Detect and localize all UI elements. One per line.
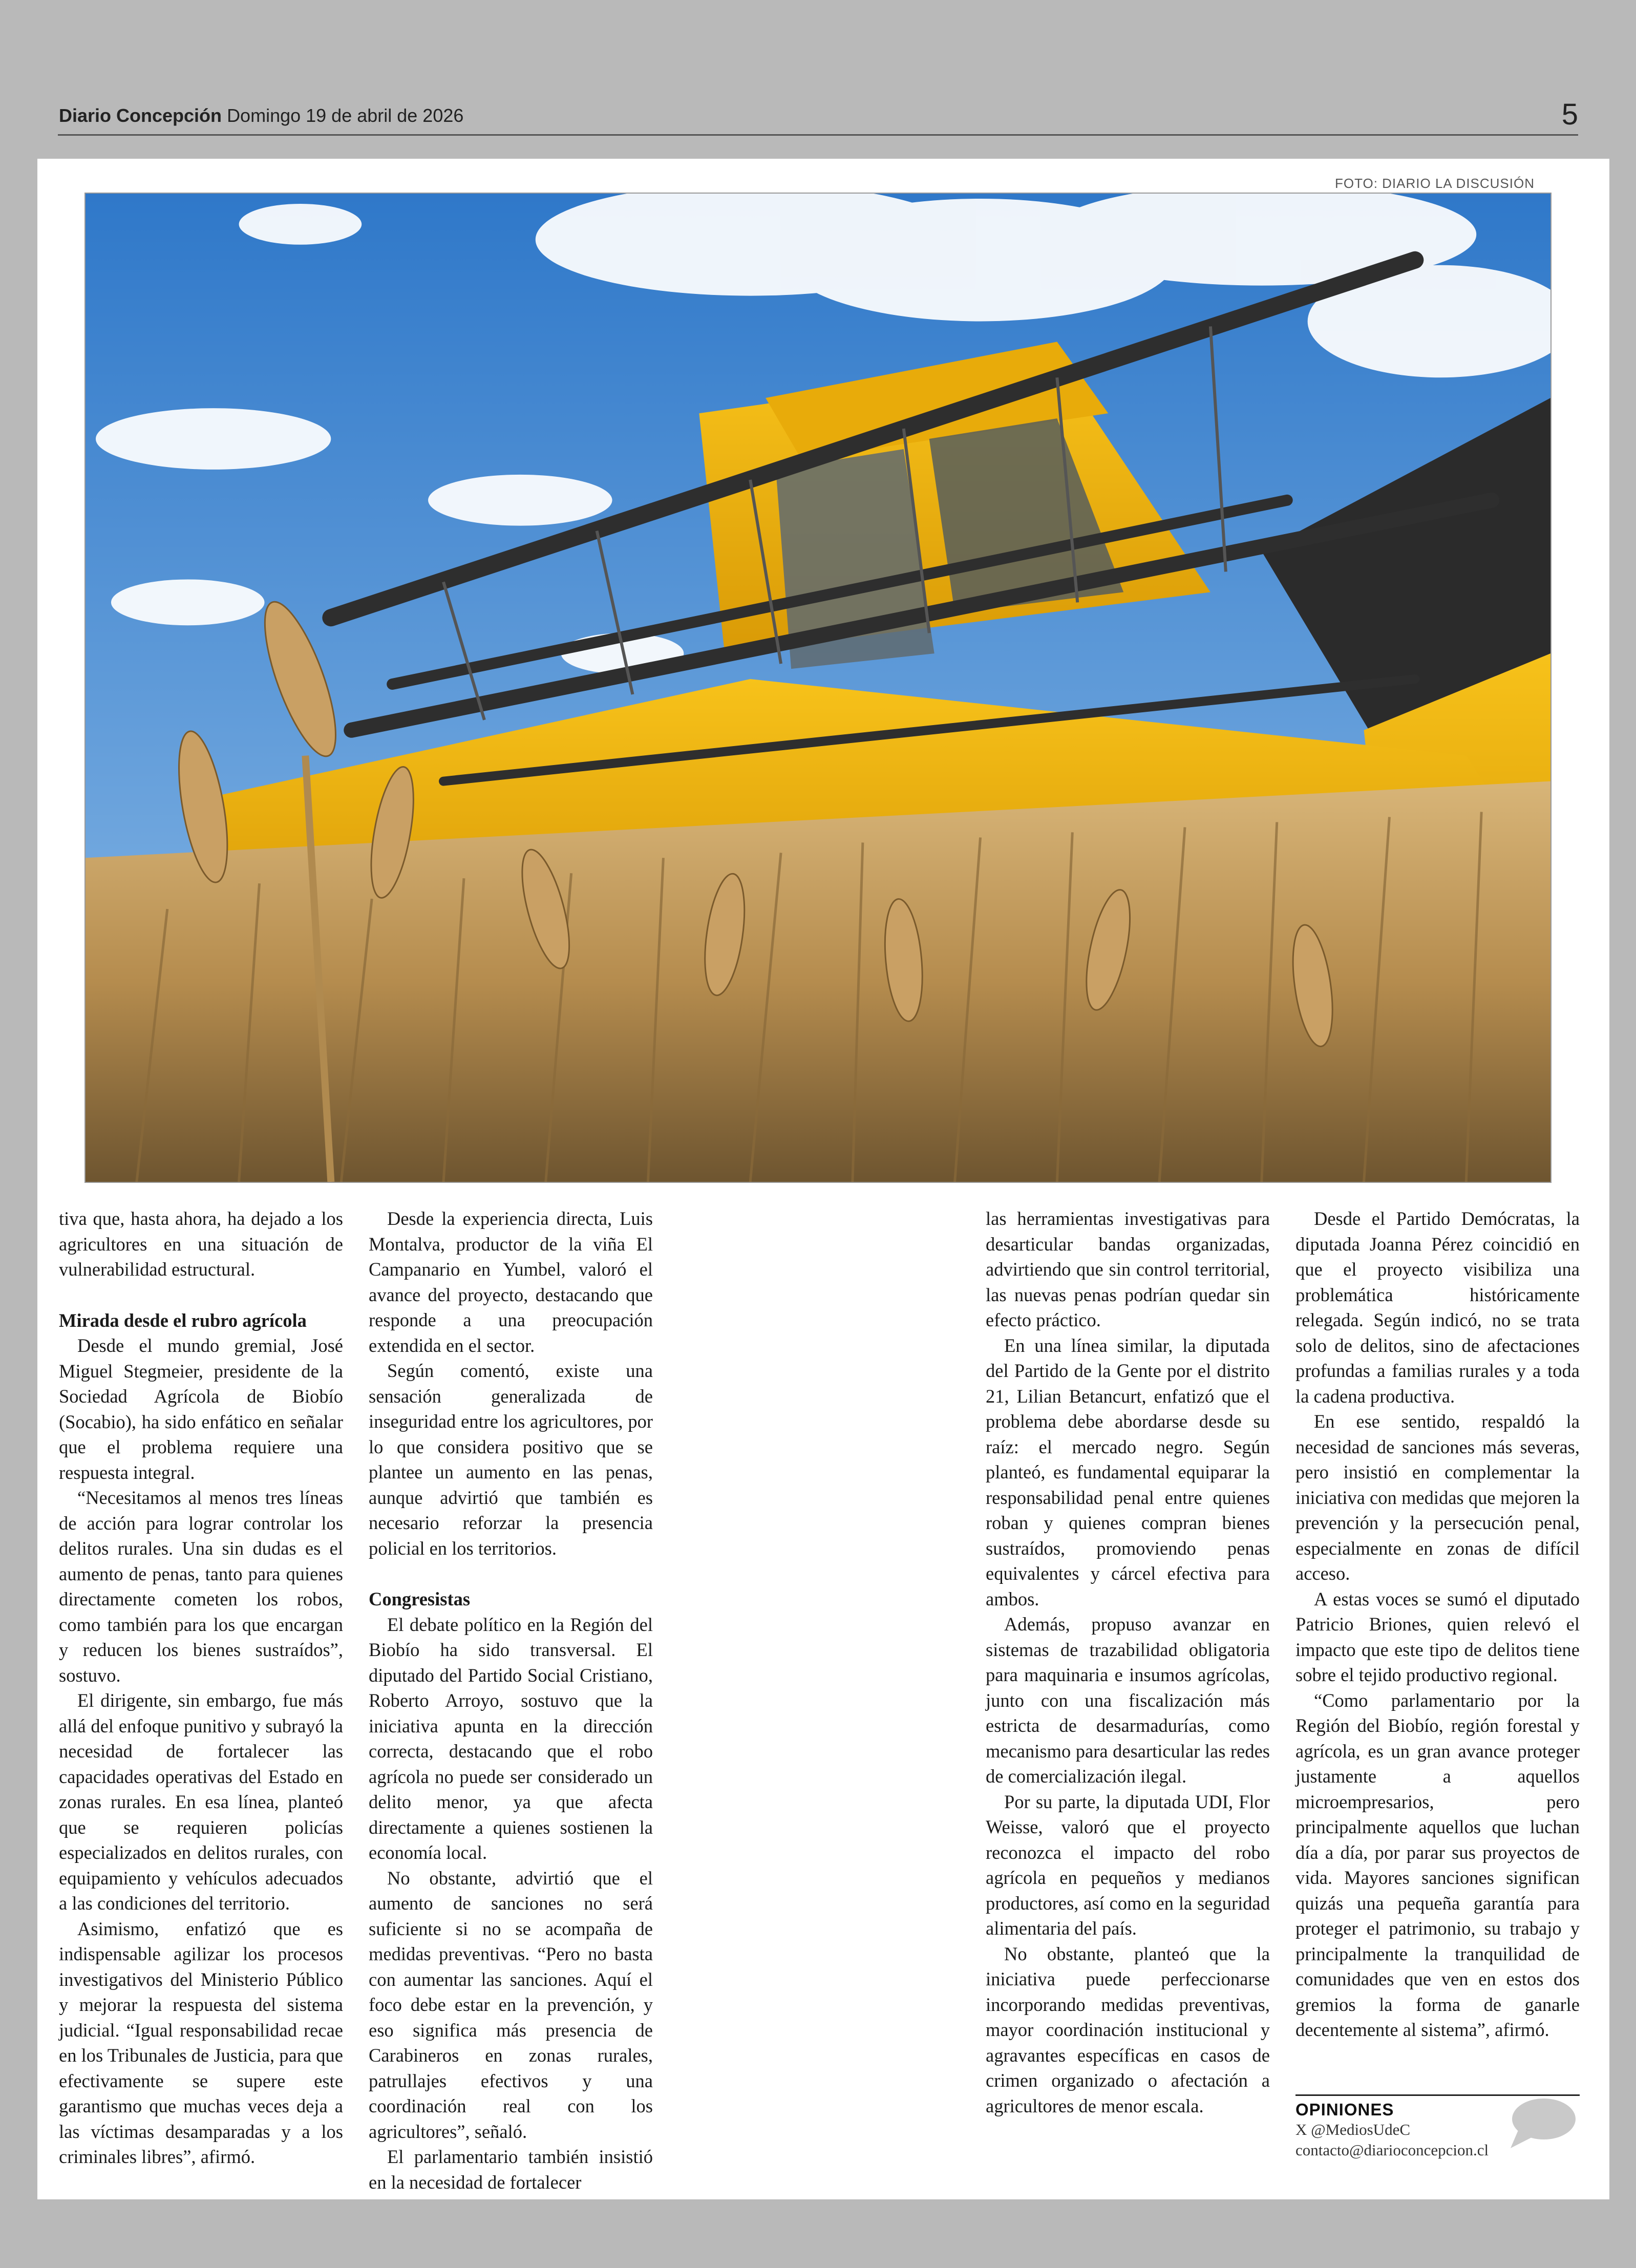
- photo-credit: FOTO: DIARIO LA DISCUSIÓN: [1334, 176, 1535, 191]
- issue-date: Domingo 19 de abril de 2026: [227, 105, 464, 126]
- article-paragraph: A estas voces se sumó el diputado Patricio Briones, quien relevó el impacto que este tipo de delitos tiene sobre el tejido productivo regional.: [1295, 1588, 1580, 1685]
- page-number: 5: [1561, 98, 1578, 131]
- section-subheading: Congresistas: [369, 1588, 471, 1609]
- article-paragraph: No obstante, advirtió que el aumento de sanciones no será suficiente si no se acompaña de medidas preventivas. “Pero no basta con aumentar las sanciones. Aquí el foco debe estar en la prevención, y eso significa más presencia de Carabineros en zonas rurales, patrullajes efectivos y una coordinación real con los agricultores”, señaló.: [369, 1867, 653, 2142]
- speech-bubble-icon: [1505, 2094, 1577, 2151]
- article-paragraph: Asimismo, enfatizó que es indispensable agilizar los procesos investigativos del Ministerio Público y mejorar la respuesta del sistema judicial. “Igual responsabilidad recae en los Tribunales de Justicia, para que efectivamente se supere este garantismo que muchas veces deja a las víctimas desamparadas y a los criminales libres”, afirmó.: [59, 1918, 343, 2167]
- article-paragraph: No obstante, planteó que la iniciativa puede perfeccionarse incorporando medidas preventivas, mayor coordinación institucional y agravantes específicas en casos de crimen organizado o afectación a agricultores de menor escala.: [986, 1943, 1270, 2116]
- paragraph-spacer: [59, 1282, 343, 1308]
- article-column-4: [1295, 1206, 1580, 2043]
- article-paragraph: “Necesitamos al menos tres líneas de acción para lograr controlar los delitos rurales. Una sin dudas es el aumento de penas, tanto para quienes directamente cometen los robos, como también para los que encargan y reducen los bienes sustraídos”, sostuvo.: [59, 1487, 343, 1686]
- newspaper-name: Diario Concepción: [59, 105, 222, 126]
- article-paragraph: Según comentó, existe una sensación generalizada de inseguridad entre los agricultores, por lo que considera positivo que se plantee un aumento en las penas, aunque advirtió que también es necesario reforzar la presencia policial en los territorios.: [369, 1360, 653, 1559]
- opinions-title: OPINIONES: [1295, 2100, 1394, 2119]
- article-column-2: [369, 1206, 653, 2195]
- article-paragraph: El debate político en la Región del Biobío ha sido transversal. El diputado del Partido Social Cristiano, Roberto Arroyo, sostuvo que la iniciativa apunta en la dirección correcta, destacando que el robo agrícola no puede ser considerado un delito menor, ya que afecta directamente a quienes sostienen la economía local.: [369, 1614, 653, 1863]
- article-paragraph: En ese sentido, respaldó la necesidad de sanciones más severas, pero insistió en complementar la iniciativa con medidas que mejoren la prevención y la persecución penal, especialmente en zonas de difícil acceso.: [1295, 1411, 1580, 1584]
- article-column-1: [59, 1206, 343, 2170]
- paragraph-spacer: [369, 1561, 653, 1586]
- header-dateline: [59, 105, 463, 126]
- article-paragraph: Desde la experiencia directa, Luis Montalva, productor de la viña El Campanario en Yumbel, valoró el avance del proyecto, destacando que responde a una preocupación extendida en el sector.: [369, 1208, 653, 1356]
- article-paragraph: Desde el mundo gremial, José Miguel Stegmeier, presidente de la Sociedad Agrícola de Biobío (Socabio), ha sido enfático en señalar que el problema requiere una respuesta integral.: [59, 1335, 343, 1483]
- article-paragraph: tiva que, hasta ahora, ha dejado a los agricultores en una situación de vulnerabilidad estructural.: [59, 1208, 343, 1280]
- article-paragraph: El parlamentario también insistió en la necesidad de fortalecer: [369, 2146, 653, 2193]
- article-paragraph: En una línea similar, la diputada del Partido de la Gente por el distrito 21, Lilian Betancurt, enfatizó que el problema debe abordarse desde su raíz: el mercado negro. Según planteó, es fundamental equiparar la responsabilidad penal entre quienes roban y quienes compran bienes sustraídos, promoviendo penas equivalentes y cárcel efectiva para ambos.: [986, 1334, 1270, 1609]
- article-paragraph: Desde el Partido Demócratas, la diputada Joanna Pérez coincidió en que el proyecto visibiliza una problemática históricamente relegada. Según indicó, no se trata solo de delitos, sino de afectaciones profundas a familias rurales y a toda la cadena productiva.: [1295, 1208, 1580, 1407]
- section-subheading: Mirada desde el rubro agrícola: [59, 1309, 307, 1331]
- contact-email-link[interactable]: contacto@diarioconcepcion.cl: [1295, 2141, 1489, 2159]
- article-paragraph: las herramientas investigativas para desarticular bandas organizadas, advirtiendo que sin control territorial, las nuevas penas podrían quedar sin efecto práctico.: [986, 1208, 1270, 1330]
- harvester-photo: [84, 193, 1552, 1183]
- combine-harvester-illustration: [86, 194, 1550, 1182]
- header-rule: [58, 134, 1578, 136]
- article-paragraph: Además, propuso avanzar en sistemas de trazabilidad obligatoria para maquinaria e insumos agrícolas, junto con una fiscalización más estricta de desarmadurías, como mecanismo para desarticular las redes de comercialización ilegal.: [986, 1614, 1270, 1787]
- social-handle-link[interactable]: X @MediosUdeC: [1295, 2121, 1411, 2138]
- page-header: [0, 0, 1636, 154]
- article-paragraph: El dirigente, sin embargo, fue más allá del enfoque punitivo y subrayó la necesidad de fortalecer las capacidades operativas del Estado en zonas rurales. En esa línea, planteó que se requieren policías especializados en delitos rurales, con equipamiento y vehículos adecuados a las condiciones del territorio.: [59, 1690, 343, 1914]
- article-paragraph: Por su parte, la diputada UDI, Flor Weisse, valoró que el proyecto reconozca el impacto del robo agrícola en pequeños y medianos productores, así como en la seguridad alimentaria del país.: [986, 1791, 1270, 1939]
- article-column-3: [986, 1206, 1270, 2118]
- article-paragraph: “Como parlamentario por la Región del Biobío, región forestal y agrícola, es un gran avance proteger justamente a aquellos microempresarios, pero principalmente aquellos que luchan día a día, por parar sus proyectos de vida. Mayores sanciones significan quizás una pequeña garantía para proteger el patrimonio, su trabajo y principalmente la tranquilidad de comunidades que ven en estos dos gremios la forma de ganarle decentemente al sistema”, afirmó.: [1295, 1689, 1580, 2040]
